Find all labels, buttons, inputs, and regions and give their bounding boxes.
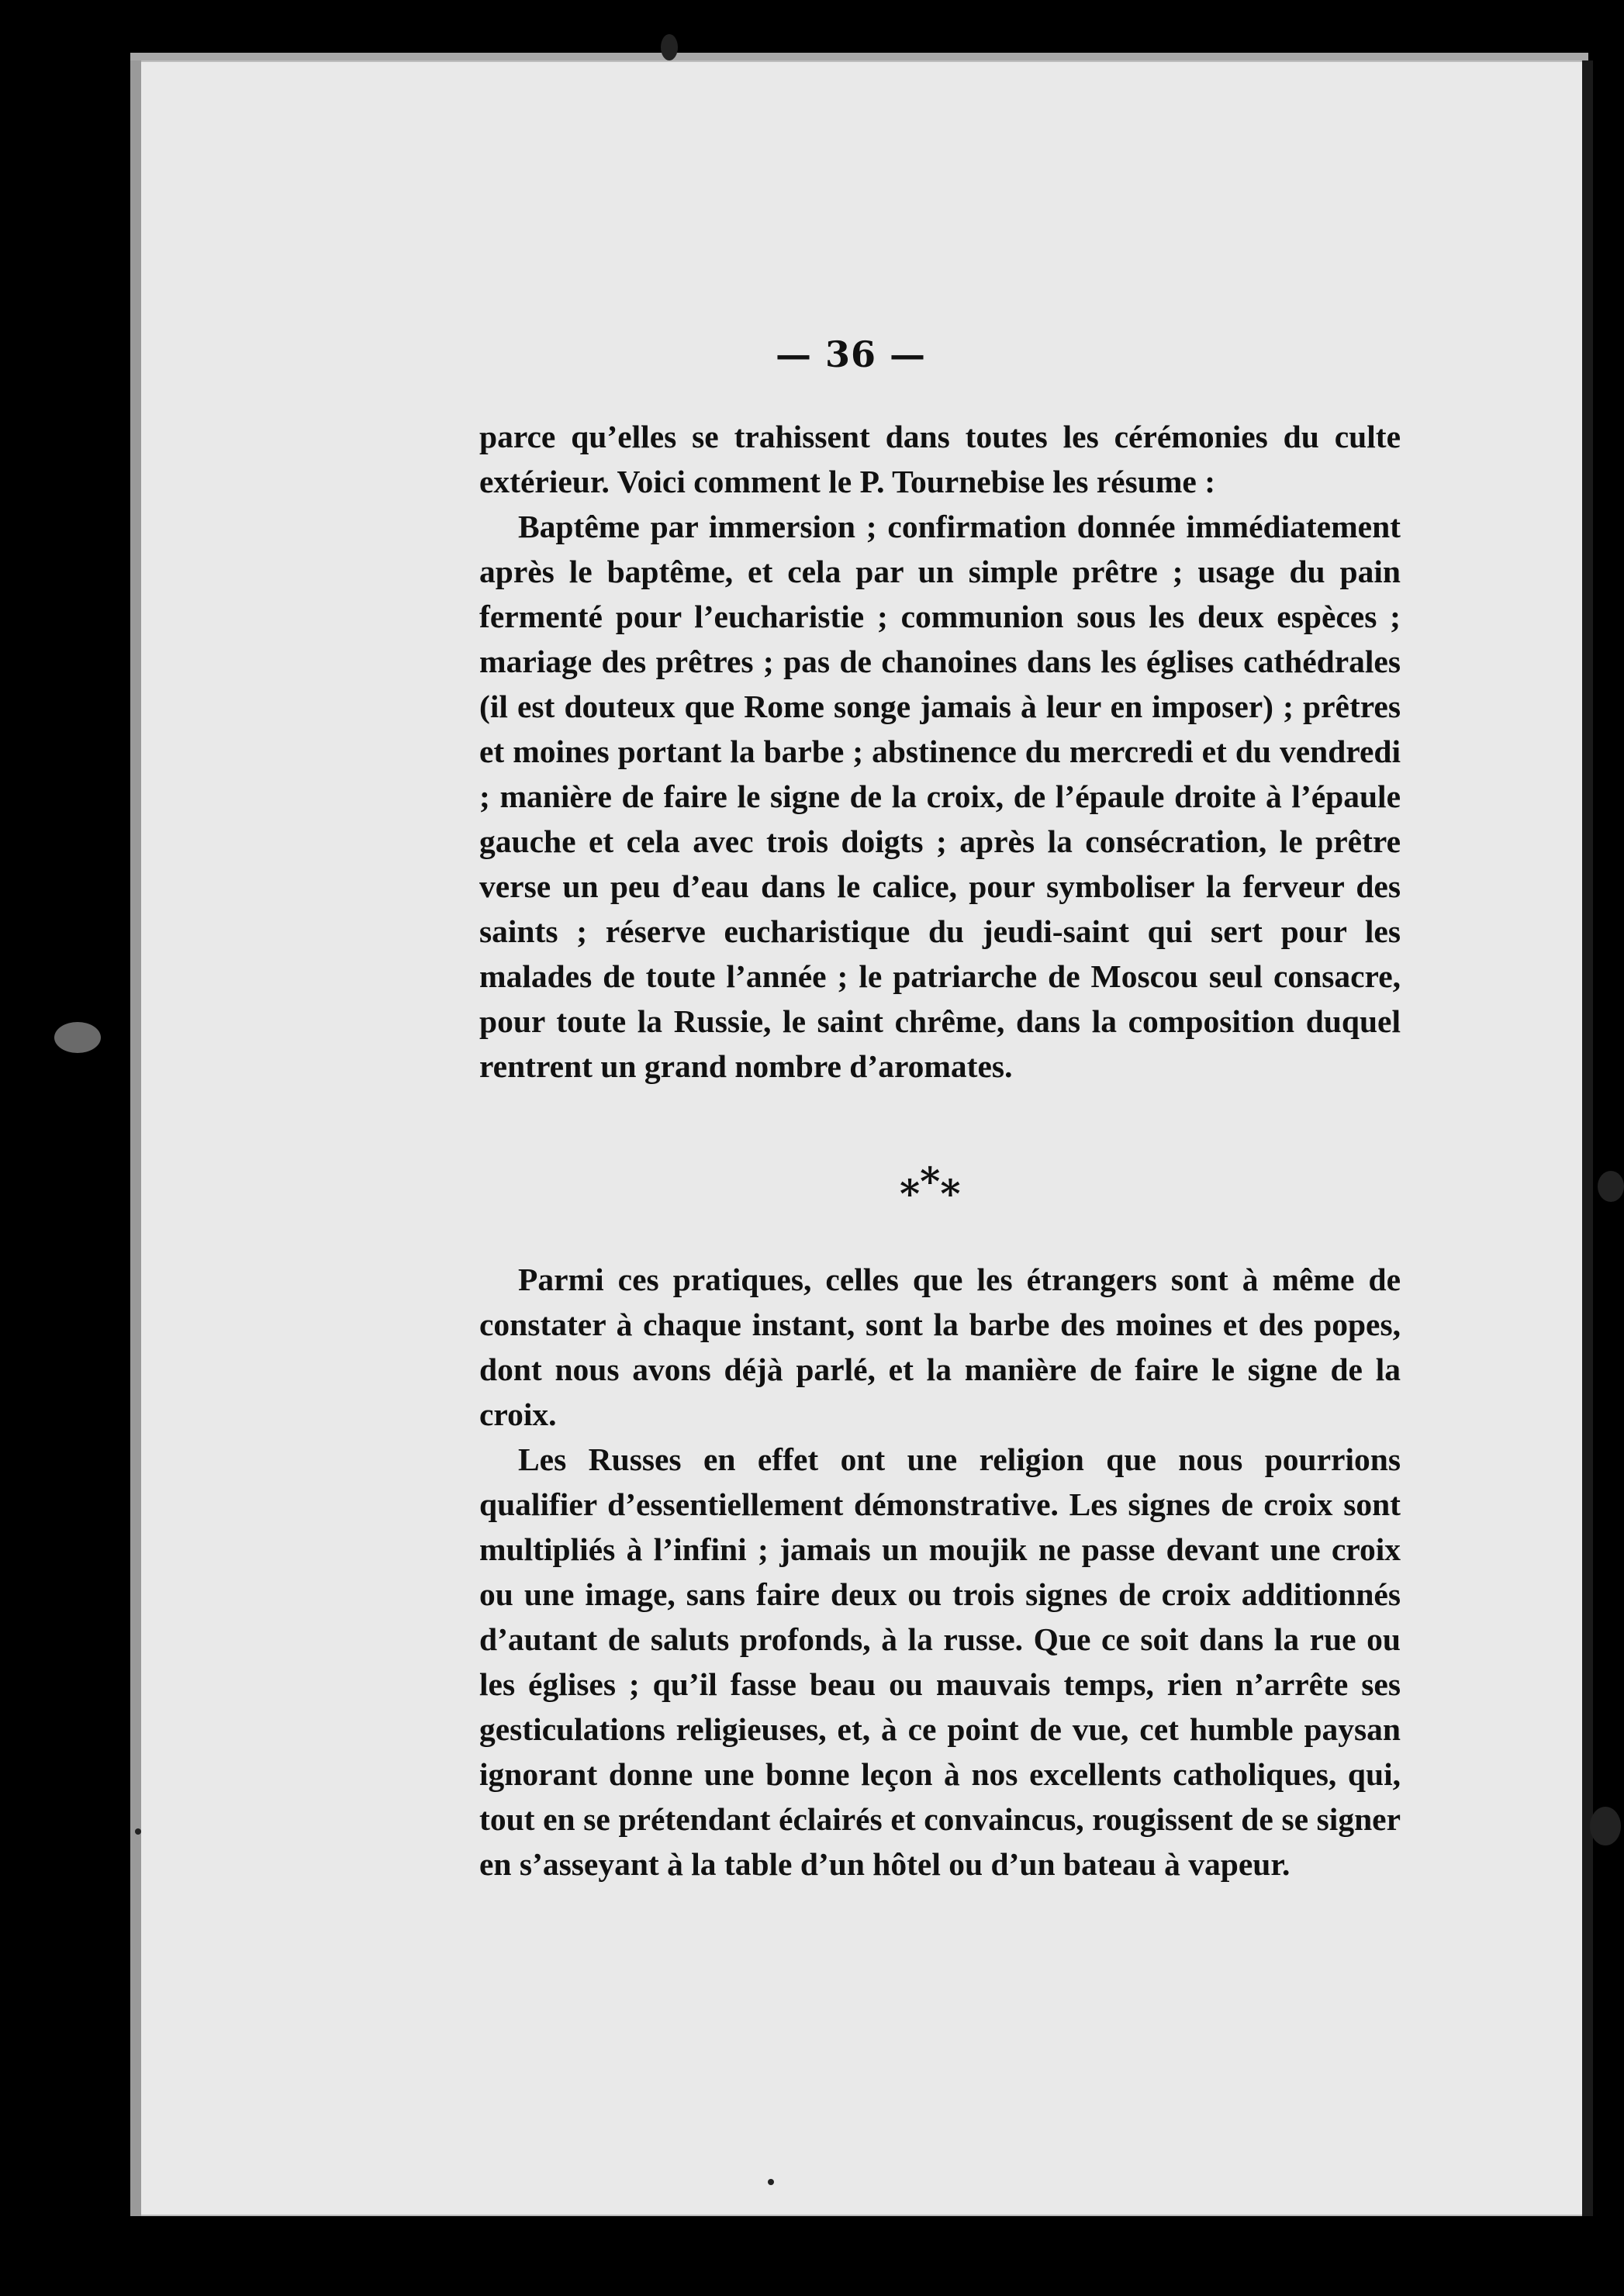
- text-section-1: [479, 414, 1401, 1089]
- paragraph: parce qu’elles se trahissent dans toutes les cérémonies du culte extérieur. Voici comment le P. Tournebise les résume :: [479, 419, 1401, 499]
- page-number: — 36 —: [776, 333, 927, 375]
- text-section-2: [479, 1257, 1401, 1887]
- section-separator: [900, 1158, 993, 1217]
- separator-star: *: [920, 1158, 941, 1204]
- scan-speck: [54, 1022, 101, 1053]
- page-left-edge: [130, 60, 141, 2216]
- scan-speck: [135, 1828, 141, 1835]
- paragraph: Baptême par immersion ; confirmation donnée immédiatement après le baptême, et cela par un simple prêtre ; usage du pain fermenté pour l’eucharistie ; communion sous les deux espèces ; mariage des prêtres ; pas de chanoines dans les églises cathédrales (il est douteux que Rome songe jamais à leur en imposer) ; prêtres et moines portant la barbe ; abstinence du mercredi et du vendredi ; manière de faire le signe de la croix, de l’épaule droite à l’épaule gauche et cela avec trois doigts ; après la consécration, le prêtre verse un peu d’eau dans le calice, pour symboliser la ferveur des saints ; réserve eucharistique du jeudi-saint qui sert pour les malades de toute l’année ; le patriarche de Moscou seul consacre, pour toute la Russie, le saint chrême, dans la composition duquel rentrent un grand nombre d’aromates.: [479, 509, 1401, 1084]
- separator-star: *: [940, 1171, 961, 1217]
- scan-speck: [1598, 1171, 1624, 1202]
- page-right-edge: [1582, 60, 1593, 2216]
- scan-speck: [1590, 1807, 1621, 1845]
- scan-speck: [768, 2179, 774, 2185]
- paragraph: Les Russes en effet ont une religion que nous pourrions qualifier d’essentiellement démonstrative. Les signes de croix sont multipliés à l’infini ; jamais un moujik ne passe devant une croix ou une image, sans faire deux ou trois signes de croix additionnés d’autant de saluts profonds, à la russe. Que ce soit dans la rue ou les églises ; qu’il fasse beau ou mauvais temps, rien n’arrête ses gesticulations religieuses, et, à ce point de vue, cet humble paysan ignorant donne une bonne leçon à nos excellents catholiques, qui, tout en se prétendant éclairés et convaincus, rougissent de se signer en s’asseyant à la table d’un hôtel ou d’un bateau à vapeur.: [479, 1441, 1401, 1882]
- paragraph: Parmi ces pratiques, celles que les étrangers sont à même de constater à chaque instant, sont la barbe des moines et des popes, dont nous avons déjà parlé, et la manière de faire le signe de la croix.: [479, 1262, 1401, 1432]
- separator-star: *: [900, 1171, 921, 1217]
- scanned-page: [130, 60, 1588, 2216]
- scan-speck: [661, 34, 678, 60]
